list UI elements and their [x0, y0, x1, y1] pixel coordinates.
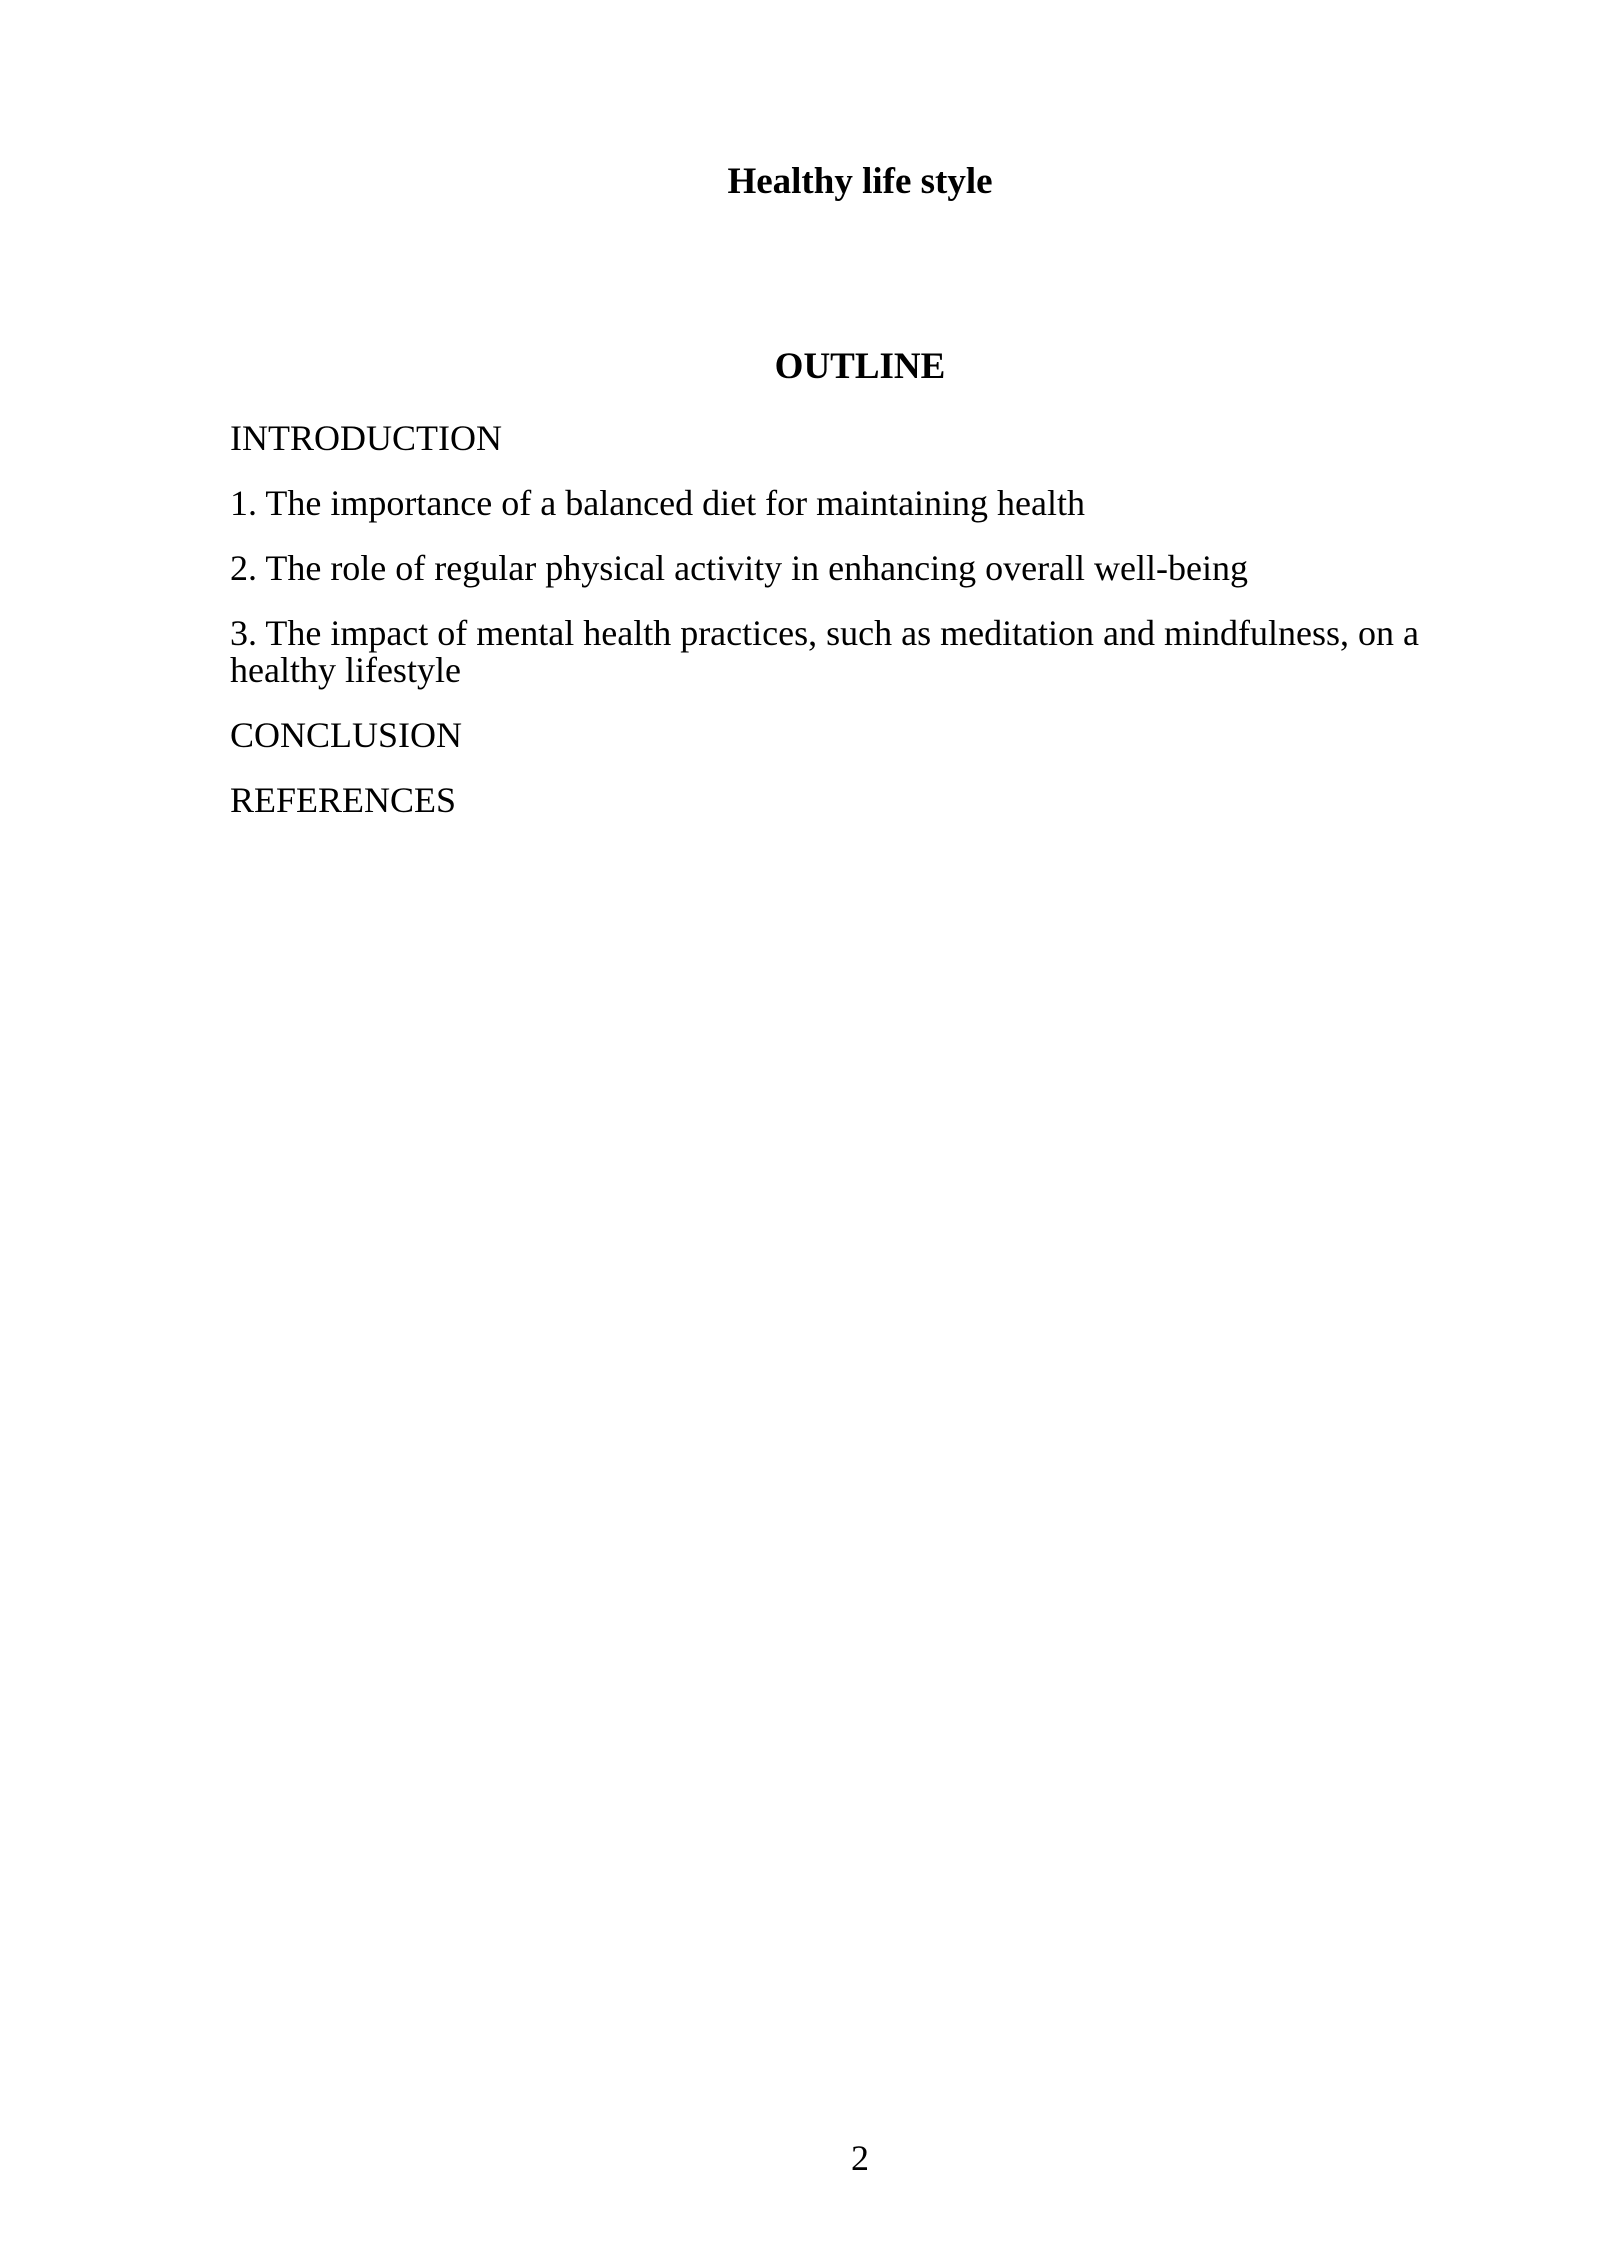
outline-list — [230, 420, 1490, 847]
page-number: 2 — [851, 2138, 869, 2178]
outline-item-2: 2. The role of regular physical activity in enhancing overall well-being — [230, 548, 1248, 588]
outline-item-conclusion: CONCLUSION — [230, 715, 463, 755]
document-title: Healthy life style — [727, 161, 993, 202]
outline-heading: OUTLINE — [774, 346, 946, 387]
outline-item-introduction: INTRODUCTION — [230, 418, 502, 458]
outline-item-1: 1. The importance of a balanced diet for maintaining health — [230, 483, 1086, 523]
outline-item-references: REFERENCES — [230, 780, 457, 820]
outline-item-3: 3. The impact of mental health practices, such as meditation and mindfulness, on a healthy lifestyle — [230, 613, 1420, 690]
